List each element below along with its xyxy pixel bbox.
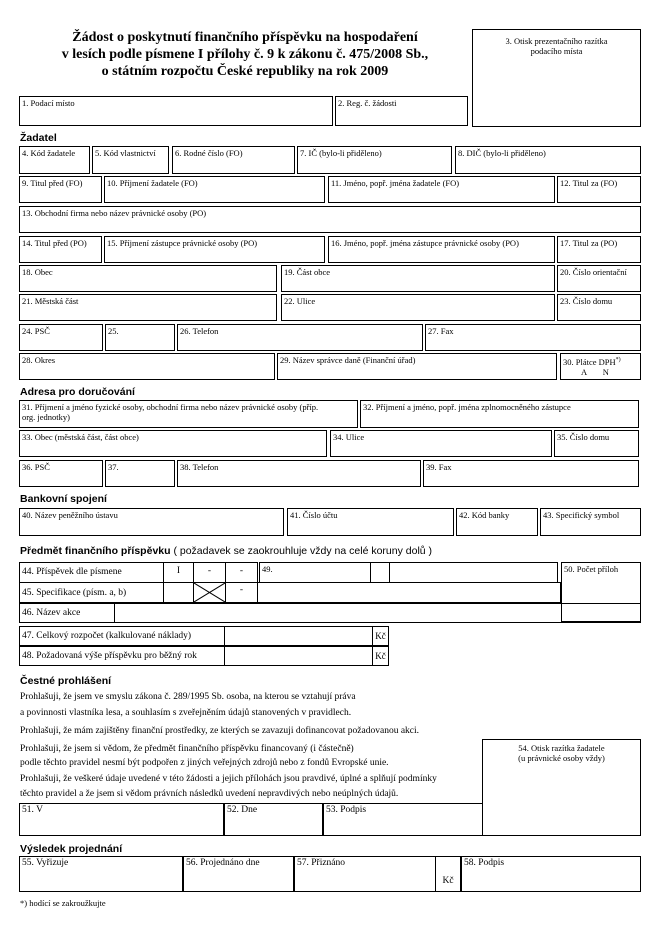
- option-a[interactable]: A: [581, 367, 587, 377]
- field-11[interactable]: [328, 176, 555, 203]
- field-19[interactable]: [281, 265, 555, 292]
- field-label: 2. Reg. č. žádosti: [338, 98, 397, 108]
- field-label: 42. Kód banky: [459, 510, 510, 520]
- title-line-1: Žádost o poskytnutí finančního příspěvku na hospodaření: [72, 30, 418, 45]
- field-label: 33. Obec (městská část, část obce): [22, 432, 139, 442]
- field-55[interactable]: [19, 856, 183, 892]
- row-45-cell[interactable]: [163, 582, 194, 603]
- field-14[interactable]: [19, 236, 102, 263]
- field-label: 29. Název správce daně (Finanční úřad): [280, 355, 416, 365]
- title-line-2: v lesích podle písmene I přílohy č. 9 k zákonu č. 475/2008 Sb.,: [61, 47, 429, 62]
- field-label: 4. Kód žadatele: [22, 148, 76, 158]
- field-label: 6. Rodné číslo (FO): [175, 148, 243, 158]
- field-22[interactable]: [281, 294, 555, 321]
- field-16[interactable]: [328, 236, 555, 263]
- row-46-input[interactable]: [114, 603, 641, 623]
- field-label: 36. PSČ: [22, 462, 50, 472]
- field-label: 21. Městská část: [22, 296, 79, 306]
- field-label: 22. Ulice: [284, 296, 316, 306]
- stamp-label-2: (u právnické osoby vždy): [518, 753, 605, 763]
- field-30-platce-dph[interactable]: [560, 353, 641, 380]
- field-label: 28. Okres: [22, 355, 56, 365]
- field-label: 53. Podpis: [326, 805, 367, 815]
- field-label: 58. Podpis: [464, 858, 505, 868]
- field-49[interactable]: [259, 562, 371, 583]
- field-58[interactable]: [461, 856, 641, 892]
- currency-label: Kč: [375, 651, 386, 661]
- row-47-currency: [372, 626, 389, 646]
- field-label: 13. Obchodní firma nebo název právnické osoby (PO): [22, 208, 207, 218]
- stamp-label-2: podacího místa: [530, 46, 583, 56]
- row-45-label: [19, 582, 164, 603]
- field-43[interactable]: [540, 508, 641, 536]
- field-54-stamp[interactable]: [482, 739, 641, 836]
- field-39[interactable]: [423, 460, 639, 487]
- field-label: 27. Fax: [428, 326, 454, 336]
- field-42[interactable]: [456, 508, 538, 536]
- field-label: 41. Číslo účtu: [290, 510, 338, 520]
- value: -: [239, 566, 244, 576]
- heading-note: ( požadavek se zaokrouhluje vždy na celé koruny dolů ): [170, 545, 433, 557]
- field-label: 45. Specifikace (písm. a, b): [22, 588, 127, 598]
- field-2-reg-zadosti[interactable]: [335, 96, 468, 126]
- field-label: 32. Příjmení a jméno, popř. jména zplnomocněného zástupce: [363, 402, 571, 412]
- row-44-label: [19, 562, 164, 583]
- field-label: 39. Fax: [426, 462, 452, 472]
- field-53[interactable]: [323, 803, 483, 836]
- row-46-label: [19, 603, 115, 623]
- field-8[interactable]: [455, 146, 641, 174]
- field-label: 23. Číslo domu: [560, 296, 613, 306]
- field-label: 51. V: [22, 805, 43, 815]
- field-23[interactable]: [557, 294, 641, 321]
- field-label: 48. Požadovaná výše příspěvku pro běžný rok: [22, 651, 197, 661]
- field-28[interactable]: [19, 353, 275, 380]
- declaration-2: Prohlašuji, že mám zajištěny finanční prostředky, ze kterých se zavazuji dofinancovat požadovanou akci.: [20, 726, 420, 736]
- row-48-currency: [372, 646, 389, 666]
- field-label: 5. Kód vlastnictví: [95, 148, 156, 158]
- currency-label: Kč: [442, 876, 454, 886]
- value: I: [176, 566, 181, 576]
- field-label: 8. DIČ (bylo-li přiděleno): [458, 148, 546, 158]
- field-25[interactable]: [105, 324, 175, 351]
- row-48-label: [19, 646, 225, 666]
- section-heading-vysledek: Výsledek projednání: [20, 843, 123, 855]
- field-37[interactable]: [105, 460, 175, 487]
- section-heading-zadatel: Žadatel: [20, 132, 57, 144]
- declaration-4-line-1: Prohlašuji, že veškeré údaje uvedené v této žádosti a jejich přílohách jsou pravdivé, úplné a splňují podmínky: [20, 774, 437, 784]
- field-36[interactable]: [19, 460, 103, 487]
- field-1-podaci-misto[interactable]: [19, 96, 333, 126]
- field-6[interactable]: [172, 146, 295, 174]
- field-57[interactable]: [294, 856, 436, 892]
- field-label: 50. Počet příloh: [564, 564, 619, 574]
- title-line-3: o státním rozpočtu České republiky na rok 2009: [101, 64, 389, 79]
- section-heading-adresa: Adresa pro doručování: [20, 386, 135, 398]
- field-label: 56. Projednáno dne: [186, 858, 260, 868]
- row-45-cell-b[interactable]: [225, 582, 258, 603]
- footnote-mark: *): [615, 357, 621, 363]
- field-label: 19. Část obce: [284, 267, 331, 277]
- field-31[interactable]: [19, 400, 358, 428]
- field-label: 47. Celkový rozpočet (kalkulované náklady): [22, 631, 192, 641]
- currency-label: Kč: [375, 631, 386, 641]
- field-21[interactable]: [19, 294, 277, 321]
- field-18[interactable]: [19, 265, 277, 292]
- field-41[interactable]: [287, 508, 454, 536]
- field-26[interactable]: [177, 324, 423, 351]
- declaration-4-line-2: těchto pravidel a že jsem si vědom právních následků uvedení nepravdivých nebo neúplných údajů.: [20, 789, 399, 799]
- row-44-cell-b[interactable]: [225, 562, 258, 583]
- value: -: [207, 566, 212, 576]
- field-label: 55. Vyřizuje: [22, 858, 69, 868]
- option-n[interactable]: N: [602, 367, 609, 377]
- row-44-cell-a[interactable]: [193, 562, 226, 583]
- field-15[interactable]: [104, 236, 325, 263]
- field-49-cell-2[interactable]: [370, 562, 390, 583]
- field-label: 31. Příjmení a jméno fyzické osoby, obchodní firma nebo název právnické osoby (příp.: [22, 402, 319, 412]
- field-label: 12. Titul za (FO): [560, 178, 618, 188]
- field-label: 38. Telefon: [180, 462, 219, 472]
- field-label: 26. Telefon: [180, 326, 219, 336]
- field-27[interactable]: [425, 324, 641, 351]
- field-4[interactable]: [19, 146, 90, 174]
- field-label: 52. Dne: [227, 805, 258, 815]
- row-45-wide-cell[interactable]: [257, 582, 561, 603]
- field-label: 24. PSČ: [22, 326, 50, 336]
- field-34[interactable]: [330, 430, 552, 457]
- footnote: *) hodící se zakroužkujte: [20, 898, 106, 908]
- field-label: 15. Příjmení zástupce právnické osoby (PO): [107, 238, 258, 248]
- field-13[interactable]: [19, 206, 641, 233]
- field-label: 37.: [108, 462, 119, 472]
- value: -: [239, 585, 244, 595]
- row-47-label: [19, 626, 225, 646]
- stamp-box[interactable]: [472, 29, 641, 127]
- section-heading-banka: Bankovní spojení: [20, 493, 107, 505]
- field-29[interactable]: [277, 353, 557, 380]
- field-9[interactable]: [19, 176, 102, 203]
- field-label: 34. Ulice: [333, 432, 365, 442]
- page-title: [30, 29, 460, 80]
- field-20[interactable]: [557, 265, 641, 292]
- field-label: 17. Titul za (PO): [560, 238, 618, 248]
- field-label: 7. IČ (bylo-li přiděleno): [300, 148, 382, 158]
- field-label: 46. Název akce: [22, 608, 81, 618]
- field-label: 9. Titul před (FO): [22, 178, 83, 188]
- field-35[interactable]: [554, 430, 639, 457]
- field-label: 35. Číslo domu: [557, 432, 610, 442]
- row-47-input[interactable]: [224, 626, 373, 646]
- field-label: 40. Název peněžního ústavu: [22, 510, 118, 520]
- stamp-label-1: 3. Otisk prezentačního razítka: [505, 36, 608, 46]
- field-38[interactable]: [177, 460, 421, 487]
- section-heading-prohlaseni: Čestné prohlášení: [20, 675, 112, 687]
- field-label: 57. Přiznáno: [297, 858, 346, 868]
- declaration-1-line-1: Prohlašuji, že jsem ve smyslu zákona č. 289/1995 Sb. osoba, na kterou se vztahují práva: [20, 692, 356, 702]
- field-label: 16. Jméno, popř. jména zástupce právnické osoby (PO): [331, 238, 519, 248]
- field-32[interactable]: [360, 400, 639, 428]
- field-label: 14. Titul před (PO): [22, 238, 87, 248]
- field-label: 11. Jméno, popř. jména žadatele (FO): [331, 178, 460, 188]
- field-label: 1. Podací místo: [22, 98, 75, 108]
- declaration-3-line-1: Prohlašuji, že jsem si vědom, že předmět finančního příspěvku financovaný (i částečně): [20, 744, 354, 754]
- field-label: 10. Příjmení žadatele (FO): [107, 178, 198, 188]
- field-56[interactable]: [183, 856, 294, 892]
- field-49-cell-3[interactable]: [389, 562, 558, 583]
- section-heading-predmet: [20, 545, 432, 557]
- field-label: 20. Číslo orientační: [560, 267, 627, 277]
- field-52[interactable]: [224, 803, 323, 836]
- field-label-cont: org. jednotky): [22, 412, 71, 422]
- row-44-roman[interactable]: [163, 562, 194, 583]
- field-40[interactable]: [19, 508, 284, 536]
- field-33[interactable]: [19, 430, 327, 457]
- field-label: 43. Specifický symbol: [543, 510, 620, 520]
- field-24[interactable]: [19, 324, 103, 351]
- row-48-input[interactable]: [224, 646, 373, 666]
- field-5[interactable]: [92, 146, 169, 174]
- field-10[interactable]: [104, 176, 325, 203]
- field-7[interactable]: [297, 146, 452, 174]
- row-45-crossed-cell: [193, 582, 226, 603]
- field-51[interactable]: [19, 803, 224, 836]
- field-label: 30. Plátce DPH: [563, 356, 616, 367]
- field-12[interactable]: [557, 176, 641, 203]
- field-label: 18. Obec: [22, 267, 53, 277]
- field-57-currency: [435, 856, 461, 892]
- declaration-3-line-2: podle těchto pravidel nesmí být podpořen z jiných veřejných zdrojů nebo z fondů Evropské unie.: [20, 758, 389, 768]
- field-label: 49.: [262, 564, 273, 574]
- heading-text: Předmět finančního příspěvku: [20, 545, 171, 557]
- field-label: 44. Příspěvek dle písmene: [22, 567, 122, 577]
- declaration-1-line-2: a povinnosti vlastníka lesa, a souhlasím s zveřejněním údajů stanovených v pravidlech.: [20, 708, 352, 718]
- field-label: 25.: [108, 326, 119, 336]
- cross-mark-icon: [194, 583, 225, 602]
- field-17[interactable]: [557, 236, 641, 263]
- stamp-label-1: 54. Otisk razítka žadatele: [518, 743, 605, 753]
